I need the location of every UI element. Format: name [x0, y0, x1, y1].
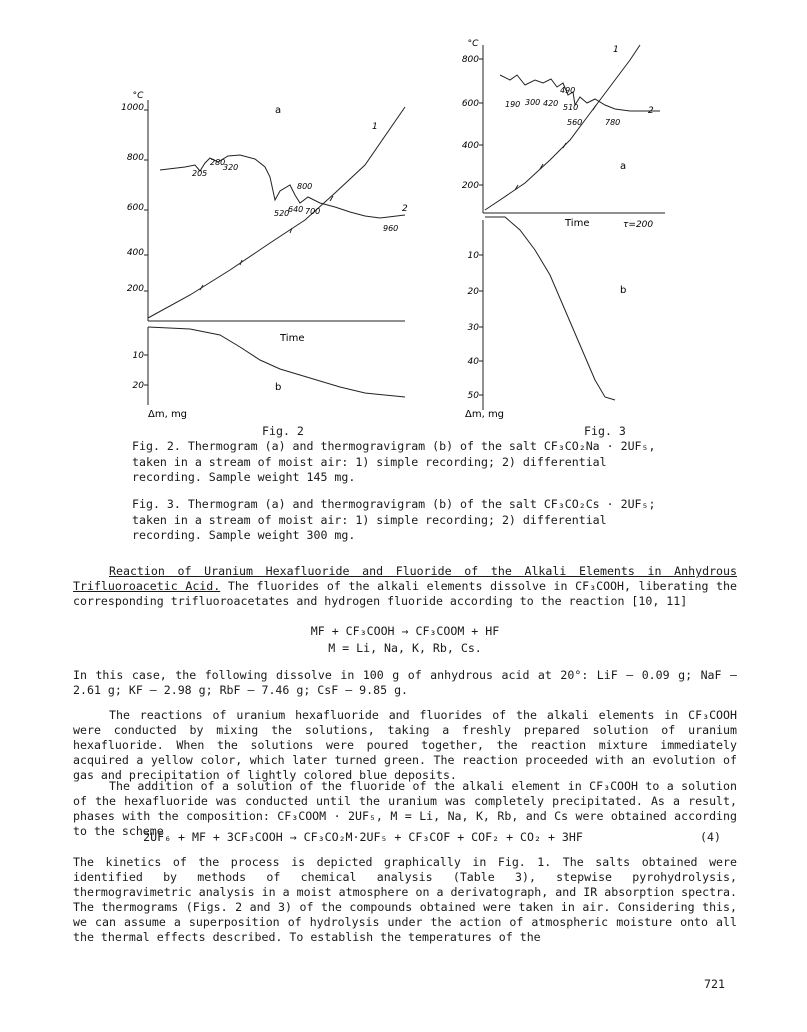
fig2-label-a: a [275, 105, 282, 116]
fig3-caption: Fig. 3. Thermogram (a) and thermogravigram (b) of the salt CF₃CO₂Cs · 2UF₅; taken in a stream of moist air: 1) simple recording; 2) differential recording. Sample weight 300 mg. [132, 497, 656, 542]
fig2-caption: Fig. 2. Thermogram (a) and thermogravigram (b) of the salt CF₃CO₂Na · 2UF₅, taken in a stream of moist air: 1) simple recording; 2) differential recording. Sample weight 145 mg. [132, 439, 656, 484]
fig2-mass-tick: 10 [132, 351, 144, 361]
fig2-peak: 800 [297, 182, 313, 191]
fig3-time-label: Time [565, 218, 590, 229]
fig3-ytick: 800 [461, 55, 479, 65]
fig2-curve-1: 1 [372, 122, 378, 132]
fig2-peak: 280 [210, 158, 226, 167]
equation-2: 2UF₆ + MF + 3CF₃COOH → CF₃CO₂M·2UF₅ + CF₃COF + COF₂ + CO₂ + 3HF [143, 830, 583, 844]
fig2-unit: °C [132, 91, 144, 101]
fig3-mass-tick: 50 [467, 391, 479, 401]
fig2-label-b: b [275, 382, 282, 393]
section-intro [73, 564, 737, 609]
fig2-time-label: Time [280, 333, 305, 344]
fig3-peak: 190 [505, 100, 521, 109]
fig2-ytick: 200 [126, 284, 144, 294]
fig2-peak: 960 [383, 224, 399, 233]
fig3-peak: 560 [567, 118, 583, 127]
fig3-peak: 420 [543, 99, 559, 108]
fig2-mass-tick: 20 [132, 381, 144, 391]
fig3-ytick: 200 [461, 181, 479, 191]
fig3-curve-2: 2 [648, 106, 654, 116]
fig3-mass-tick: 10 [467, 251, 479, 261]
fig2-peak: 640 [288, 205, 304, 214]
fig3-unit: °C [467, 39, 479, 49]
fig3-peak: 490 [560, 86, 576, 95]
fig3-mass-tick: 20 [467, 287, 479, 297]
fig2-ytick: 1000 [121, 103, 144, 113]
fig3-ytick: 600 [461, 99, 479, 109]
fig2-peak: 320 [223, 163, 239, 172]
fig3-label-a: a [620, 161, 627, 172]
fig2-peak: 520 [274, 209, 290, 218]
figure-2-thermogram [121, 85, 420, 420]
fig2-curve-2: 2 [402, 204, 408, 214]
fig2-label: Fig. 2 [262, 424, 304, 438]
fig3-peak: 300 [525, 98, 541, 107]
paragraph-reactions: The reactions of uranium hexafluoride and fluorides of the alkali elements in CF₃COOH were conducted by mixing the solutions, taking a freshly prepared solution of uranium hexafluoride. When the solutions were poured together, the reaction mixture immediately acquired a yellow color, which later turned green. The reaction proceeded with an evolution of gas and precipitation of lightly colored blue deposits. [73, 708, 737, 782]
paragraph-addition: The addition of a solution of the fluoride of the alkali element in CF₃COOH to a solution of the hexafluoride was conducted until the uranium was completely precipitated. As a result, phases with the composition: CF₃COOM · 2UF₅, M = Li, Na, K, Rb, and Cs were obtained according to the scheme [73, 779, 737, 838]
fig3-ytick: 400 [461, 141, 479, 151]
fig2-peak: 700 [305, 207, 321, 216]
paragraph-kinetics: The kinetics of the process is depicted graphically in Fig. 1. The salts obtained were identified by methods of chemical analysis (Table 3), stepwise pyrohydrolysis, thermogravimetric analysis in a moist atmosphere on a derivatograph, and IR absorption spectra. The thermograms (Figs. 2 and 3) of the compounds obtained were taken in air. Considering this, we can assume a superposition of hydrolysis under the action of atmospheric moisture onto all the thermal effects described. To establish the temperatures of the [73, 855, 737, 944]
paragraph-solubility: In this case, the following dissolve in 100 g of anhydrous acid at 20°: LiF – 0.09 g; NaF – 2.61 g; KF – 2.98 g; RbF – 7.46 g; CsF – 9.85 g. [73, 668, 737, 697]
equation-2-number: (4) [700, 830, 721, 844]
fig3-mass-tick: 30 [467, 323, 479, 333]
figure-3-thermogram [455, 35, 675, 420]
fig3-mass-label: Δm, mg [465, 409, 505, 420]
fig3-curve-1: 1 [613, 45, 619, 55]
fig2-mass-label: Δm, mg [148, 409, 188, 420]
fig3-label-b: b [620, 285, 627, 296]
fig3-mass-tick: 40 [467, 357, 479, 367]
fig3-peak: 510 [563, 103, 579, 112]
fig2-peak: 205 [192, 169, 208, 178]
fig3-peak: 780 [605, 118, 621, 127]
fig2-ytick: 800 [126, 153, 144, 163]
page-number: 721 [704, 977, 725, 991]
equation-1-note: M = Li, Na, K, Rb, Cs. [328, 641, 482, 655]
section-heading: Reaction of Uranium Hexafluoride and Fluoride of the Alkali Elements in Anhydrous Trifluoroacetic Acid. [73, 564, 737, 593]
fig2-ytick: 400 [126, 248, 144, 258]
equation-1: MF + CF₃COOH → CF₃COOM + HF [310, 624, 500, 638]
section-intro-text: The fluorides of the alkali elements dissolve in CF₃COOH, liberating the corresponding trifluoroacetates and hydrogen fluoride according to the reaction [10, 11] [73, 579, 738, 608]
fig2-ytick: 600 [126, 203, 144, 213]
fig3-label: Fig. 3 [584, 424, 626, 438]
fig3-tau-label: τ=200 [623, 220, 654, 230]
